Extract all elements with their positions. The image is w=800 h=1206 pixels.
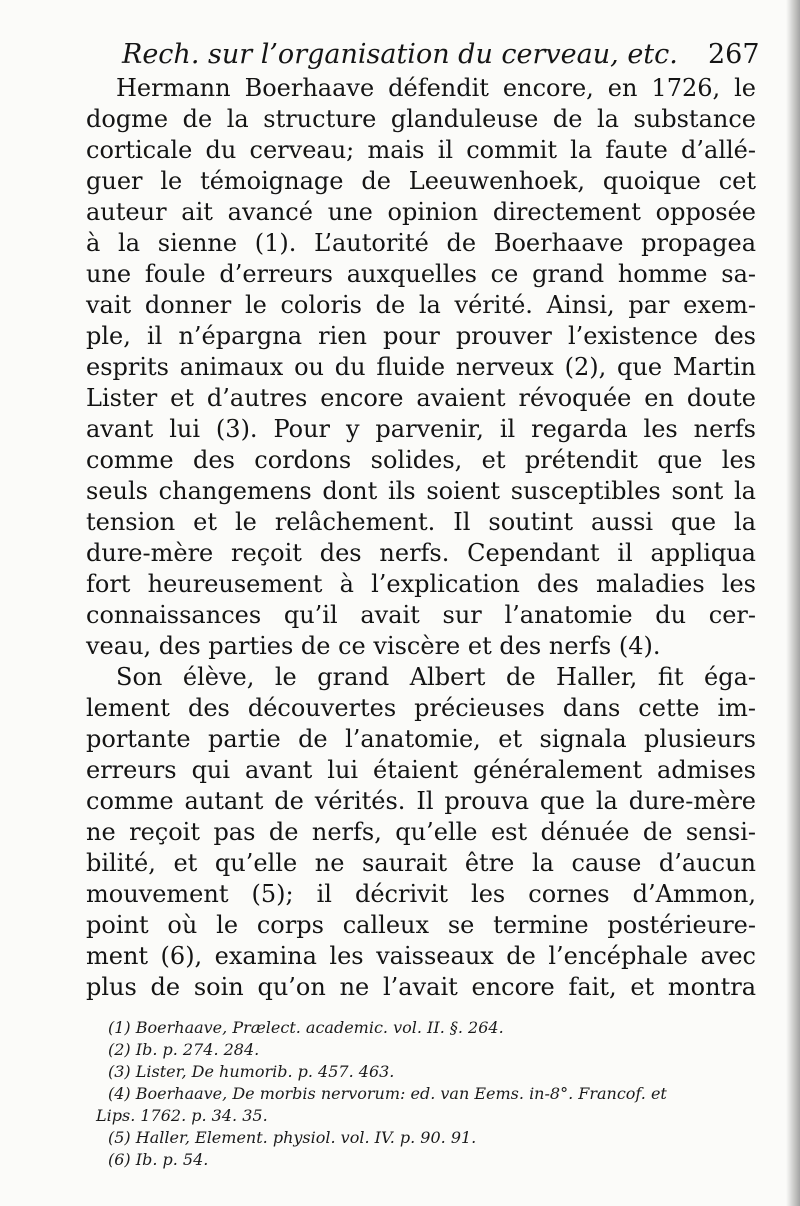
text-line: ple, il n’épargna rien pour prouver l’existence des (86, 322, 756, 350)
footnote: (6) Ib. p. 54. (108, 1150, 209, 1169)
text-line: comme autant de vérités. Il prouva que la dure-mère (86, 787, 756, 815)
text-line: Lister et d’autres encore avaient révoquée en doute (86, 384, 756, 412)
footnote-continuation: Lips. 1762. p. 34. 35. (96, 1106, 268, 1125)
footnotes (96, 1017, 766, 1171)
text-line: tension et le relâchement. Il soutint aussi que la (86, 508, 756, 536)
text-line: dogme de la structure glanduleuse de la substance (86, 105, 756, 133)
text-line: à la sienne (1). L’autorité de Boerhaave propagea (86, 229, 756, 257)
text-line: comme des cordons solides, et prétendit que les (86, 446, 756, 474)
footnote: (4) Boerhaave, De morbis nervorum: ed. van Eems. in-8°. Francof. et (108, 1084, 667, 1103)
text-line: veau, des parties de ce viscère et des nerfs (4). (86, 632, 661, 660)
text-line: dure-mère reçoit des nerfs. Cependant il appliqua (86, 539, 756, 567)
text-line: ne reçoit pas de nerfs, qu’elle est dénuée de sensi- (86, 818, 756, 846)
text-line: portante partie de l’anatomie, et signala plusieurs (86, 725, 756, 753)
text-line: Son élève, le grand Albert de Haller, fit éga- (116, 663, 756, 691)
text-line: seuls changemens dont ils soient susceptibles sont la (86, 477, 756, 505)
text-line: auteur ait avancé une opinion directement opposée (86, 198, 756, 226)
footnote: (3) Lister, De humorib. p. 457. 463. (108, 1062, 395, 1081)
text-line: ment (6), examina les vaisseaux de l’encéphale avec (86, 942, 756, 970)
text-line: guer le témoignage de Leeuwenhoek, quoique cet (86, 167, 756, 195)
footnote: (5) Haller, Element. physiol. vol. IV. p. 90. 91. (108, 1128, 477, 1147)
text-line: bilité, et qu’elle ne saurait être la cause d’aucun (86, 849, 756, 877)
text-line: une foule d’erreurs auxquelles ce grand homme sa- (86, 260, 756, 288)
text-line: corticale du cerveau; mais il commit la faute d’allé- (86, 136, 756, 164)
text-line: vait donner le coloris de la vérité. Ainsi, par exem- (86, 291, 756, 319)
main-text (86, 73, 756, 1003)
text-line: connaissances qu’il avait sur l’anatomie du cer- (86, 601, 756, 629)
text-line: erreurs qui avant lui étaient généralement admises (86, 756, 756, 784)
text-line: Hermann Boerhaave défendit encore, en 1726, le (116, 74, 756, 102)
text-line: avant lui (3). Pour y parvenir, il regarda les nerfs (86, 415, 756, 443)
text-line: plus de soin qu’on ne l’avait encore fait, et montra (86, 973, 756, 1001)
page-number: 267 (708, 39, 760, 70)
text-line: point où le corps calleux se termine postérieure- (86, 911, 756, 939)
running-title: Rech. sur l’organisation du cerveau, etc. (122, 39, 678, 70)
text-line: lement des découvertes précieuses dans cette im- (86, 694, 756, 722)
footnote: (1) Boerhaave, Prælect. academic. vol. II. §. 264. (108, 1018, 504, 1037)
text-line: mouvement (5); il décrivit les cornes d’Ammon, (86, 880, 756, 908)
page-edge-shadow (786, 0, 800, 1206)
footnote: (2) Ib. p. 274. 284. (108, 1040, 260, 1059)
text-line: fort heureusement à l’explication des maladies les (86, 570, 756, 598)
text-line: esprits animaux ou du fluide nerveux (2), que Martin (86, 353, 756, 381)
